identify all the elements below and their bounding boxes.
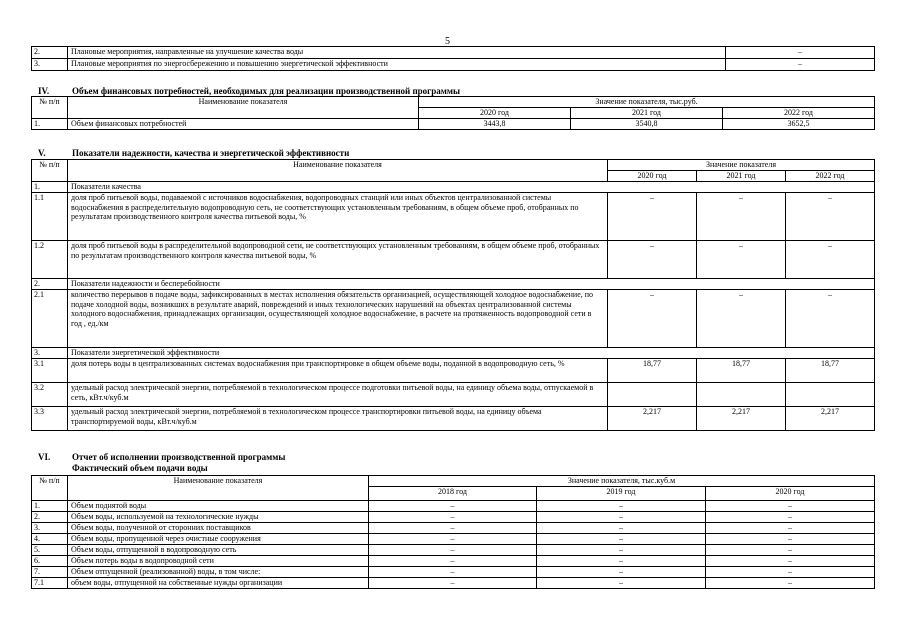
- row-value: –: [369, 534, 537, 545]
- row-value: –: [608, 290, 697, 348]
- row-label: Объем поднятой воды: [68, 501, 369, 512]
- row-value: 3652,5: [723, 119, 875, 130]
- column-header-number: № п/п: [32, 160, 68, 182]
- row-value: –: [369, 512, 537, 523]
- row-value: –: [697, 193, 786, 241]
- row-value: –: [537, 567, 706, 578]
- row-number: 1.2: [32, 241, 68, 279]
- row-label: Показатели энергетической эффективности: [68, 348, 875, 359]
- row-number: 2.: [32, 47, 68, 59]
- section-number: V.: [38, 148, 46, 158]
- row-number: 4.: [32, 534, 68, 545]
- row-label: количество перерывов в подаче воды, зафиксированных в местах исполнения обязательств организацией, осуществляющей холодное водоснабжение, по подаче холодной воды, возникших в результате аварий, повреждений и иных технологических нарушений на объектах централизованной системы холодного водоснабжения, принадлежащих организации, осуществляющей холодное водоснабжение, в расчете на протяженность водопроводной сети в год , ед./км: [68, 290, 608, 348]
- row-value: 2,217: [697, 407, 786, 431]
- column-header-name: Наименование показателя: [68, 160, 608, 182]
- row-number: 5.: [32, 545, 68, 556]
- row-value: –: [726, 59, 875, 71]
- row-value: –: [706, 512, 875, 523]
- row-label: Объем отпущенной (реализованной) воды, в том числе:: [68, 567, 369, 578]
- table-row: [32, 47, 875, 59]
- table-row: [32, 182, 875, 193]
- row-value: –: [706, 545, 875, 556]
- row-value: 3443,8: [419, 119, 571, 130]
- row-number: 2.1: [32, 290, 68, 348]
- row-value: –: [706, 523, 875, 534]
- section-number: IV.: [38, 86, 50, 96]
- section-title: Отчет об исполнении производственной программы: [72, 452, 286, 462]
- row-value: –: [537, 501, 706, 512]
- row-number: 3.: [32, 59, 68, 71]
- table-row: [32, 383, 875, 407]
- table-row: [32, 119, 875, 130]
- column-header-year: 2022 год: [723, 108, 875, 119]
- row-label: объем воды, отпущенной на собственные нужды организации: [68, 578, 369, 589]
- row-value: –: [369, 567, 537, 578]
- row-value: –: [608, 241, 697, 279]
- row-label: Объем воды, отпущенной в водопроводную сеть: [68, 545, 369, 556]
- row-value: –: [537, 578, 706, 589]
- row-value: –: [706, 567, 875, 578]
- section-subtitle: Фактический объем подачи воды: [72, 463, 208, 473]
- row-value: 18,77: [697, 359, 786, 383]
- table-row: [32, 556, 875, 567]
- page-number: 5: [445, 36, 450, 47]
- row-value: –: [697, 290, 786, 348]
- row-value: –: [537, 545, 706, 556]
- row-label: доля проб питьевой воды в распределительной водопроводной сети, не соответствующих установленным требованиям, в общем объеме проб, отобранных по результатам производственного контроля качества питьевой воды, %: [68, 241, 608, 279]
- column-header-value: Значение показателя, тыс.куб.м: [369, 476, 875, 487]
- row-value: –: [726, 47, 875, 59]
- row-label: Плановые мероприятия по энергосбережению и повышению энергетической эффективности: [68, 59, 726, 71]
- table-row: [32, 545, 875, 556]
- indicators-table: [31, 159, 875, 431]
- table-row: [32, 567, 875, 578]
- row-number: 2.: [32, 279, 68, 290]
- row-value: –: [537, 534, 706, 545]
- column-header-number: № п/п: [32, 97, 68, 119]
- row-label: удельный расход электрической энергии, потребляемой в технологическом процессе подготовки питьевой воды, на единицу объема воды, отпускаемой в сеть, кВт.ч/куб.м: [68, 383, 608, 407]
- row-label: Плановые мероприятия, направленные на улучшение качества воды: [68, 47, 726, 59]
- table-row: [32, 279, 875, 290]
- table-row: [32, 59, 875, 71]
- table-row: [32, 348, 875, 359]
- row-number: 1.: [32, 119, 68, 130]
- row-number: 3.: [32, 523, 68, 534]
- column-header-year: 2020 год: [608, 171, 697, 182]
- top-measures-table: [31, 46, 875, 71]
- table-row: [32, 501, 875, 512]
- row-value: –: [786, 290, 875, 348]
- table-row: [32, 534, 875, 545]
- row-value: –: [369, 578, 537, 589]
- finance-table: [31, 96, 875, 130]
- row-label: доля проб питьевой воды, подаваемой с источников водоснабжения, водопроводных станций или иных объектов централизованной системы водоснабжения в распределительную водопроводную сеть, не соответствующих установленным требованиям, в общем объеме проб, отобранных по результатам производственного контроля качества питьевой воды, %: [68, 193, 608, 241]
- column-header-year: 2018 год: [369, 487, 537, 501]
- table-row: [32, 359, 875, 383]
- column-header-year: 2021 год: [697, 171, 786, 182]
- section-title: Объем финансовых потребностей, необходимых для реализации производственной программы: [72, 86, 461, 96]
- column-header-value: Значение показателя: [608, 160, 875, 171]
- row-value: –: [706, 534, 875, 545]
- row-label: Объем потерь воды в водопроводной сети: [68, 556, 369, 567]
- row-number: 1.: [32, 501, 68, 512]
- table-row: [32, 407, 875, 431]
- table-row: [32, 290, 875, 348]
- row-label: Объем финансовых потребностей: [68, 119, 419, 130]
- column-header-name: Наименование показателя: [68, 476, 369, 501]
- row-value: [786, 383, 875, 407]
- water-supply-table: [31, 475, 875, 589]
- column-header-year: 2020 год: [706, 487, 875, 501]
- row-value: –: [537, 556, 706, 567]
- row-number: 6.: [32, 556, 68, 567]
- row-number: 3.: [32, 348, 68, 359]
- row-label: удельный расход электрической энергии, потребляемой в технологическом процессе транспортировки питьевой воды, на единицу объема транспортируемой воды, кВт.ч/куб.м: [68, 407, 608, 431]
- row-value: –: [369, 545, 537, 556]
- row-value: 18,77: [608, 359, 697, 383]
- row-label: доля потерь воды в централизованных системах водоснабжения при транспортировке в общем объеме воды, поданной в водопроводную сеть, %: [68, 359, 608, 383]
- column-header-year: 2020 год: [419, 108, 571, 119]
- row-value: –: [369, 501, 537, 512]
- row-number: 7.: [32, 567, 68, 578]
- row-label: Показатели качества: [68, 182, 875, 193]
- row-number: 1.1: [32, 193, 68, 241]
- row-number: 3.3: [32, 407, 68, 431]
- row-value: –: [786, 241, 875, 279]
- row-number: 2.: [32, 512, 68, 523]
- row-number: 3.2: [32, 383, 68, 407]
- row-label: Объем воды, полученной от сторонних поставщиков: [68, 523, 369, 534]
- table-row: [32, 241, 875, 279]
- row-value: –: [537, 512, 706, 523]
- column-header-year: 2022 год: [786, 171, 875, 182]
- row-value: 2,217: [786, 407, 875, 431]
- row-value: 3540,8: [571, 119, 723, 130]
- column-header-year: 2019 год: [537, 487, 706, 501]
- row-number: 7.1: [32, 578, 68, 589]
- row-value: 18,77: [786, 359, 875, 383]
- row-label: Объем воды, используемой на технологические нужды: [68, 512, 369, 523]
- row-value: –: [706, 556, 875, 567]
- row-value: –: [786, 193, 875, 241]
- row-value: –: [369, 523, 537, 534]
- row-value: [608, 383, 697, 407]
- table-row: [32, 578, 875, 589]
- table-row: [32, 512, 875, 523]
- column-header-value: Значение показателя, тыс.руб.: [419, 97, 875, 108]
- row-value: –: [537, 523, 706, 534]
- table-row: [32, 523, 875, 534]
- row-value: –: [706, 578, 875, 589]
- row-number: 3.1: [32, 359, 68, 383]
- section-title: Показатели надежности, качества и энергетической эффективности: [72, 148, 350, 158]
- column-header-number: № п/п: [32, 476, 68, 501]
- column-header-year: 2021 год: [571, 108, 723, 119]
- row-label: Показатели надежности и бесперебойности: [68, 279, 875, 290]
- row-value: –: [697, 241, 786, 279]
- row-value: 2,217: [608, 407, 697, 431]
- row-value: [697, 383, 786, 407]
- row-value: –: [369, 556, 537, 567]
- row-label: Объем воды, пропущенной через очистные сооружения: [68, 534, 369, 545]
- row-number: 1.: [32, 182, 68, 193]
- column-header-name: Наименование показателя: [68, 97, 419, 119]
- section-number: VI.: [38, 452, 51, 462]
- table-row: [32, 193, 875, 241]
- row-value: –: [706, 501, 875, 512]
- row-value: –: [608, 193, 697, 241]
